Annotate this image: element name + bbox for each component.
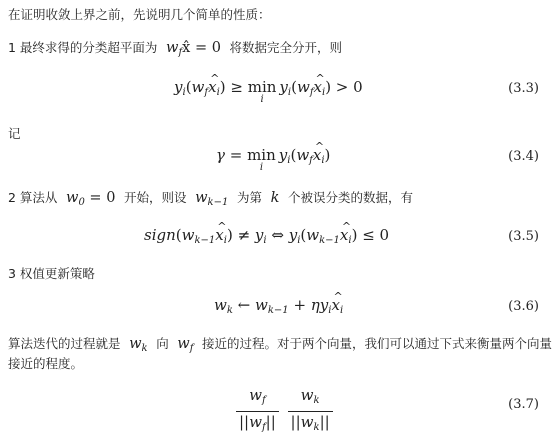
item-1-math: $w_fx̂ = 0$ <box>166 40 221 58</box>
equation-number-3-6: (3.6) <box>508 299 539 314</box>
item-3-text: 3 权值更新策略 <box>8 266 95 281</box>
item-2-text: 2 算法从 $w_0 = 0$ 开始，则设 $w_{k-1}$ 为第 k 个被误分类的数据，有 <box>8 190 413 208</box>
item-4-text: 算法迭代的过程就是 $w_k$ 向 $w_f$ 接近的过程。对于两个向量，我们可以通过下式来衡量两个向量 <box>8 336 553 354</box>
equation-number-3-5: (3.5) <box>508 229 539 244</box>
item-1-prefix: 1 最终求得的分类超平面为 <box>8 40 158 55</box>
item-4-math-wk: $w_k$ <box>129 336 148 354</box>
equation-3-6: $w_k$ ← $w_{k-1} + \eta y_ix$ $\^{}_i$ <box>214 296 343 320</box>
item-2-math-wk1: $w_{k-1}$ <box>195 190 229 208</box>
equation-number-3-3: (3.3) <box>508 81 539 96</box>
item-4-math-wf: $w_f$ <box>177 336 194 354</box>
equation-number-3-4: (3.4) <box>508 149 539 164</box>
intro-text: 在证明收敛上界之前，先说明几个简单的性质： <box>8 7 271 22</box>
equation-number-3-7: (3.7) <box>508 397 539 412</box>
equation-3-5: $sign(w_{k-1}x$ $\^{}_i) \ne y_i$ ⇔ $y_i(w_{k-1}x$ $\^{}_i) \le 0$ <box>144 226 389 250</box>
item-2-math-w0: $w_0 = 0$ <box>66 190 116 208</box>
item-2-math-k: k <box>270 190 280 206</box>
item-1-suffix: 将数据完全分开，则 <box>229 40 343 55</box>
equation-3-3: $y_i(w_fx$ $\^{}_i) \ge \min$ i $y_i(w_fx$ $\^{}_i) > 0$ <box>174 78 363 104</box>
equation-3-4: γ = min i $y_i(w_fx$ $\^{}_i$) <box>216 146 330 172</box>
item-1-text <box>8 40 342 61</box>
item-4-text-line2: 接近的程度。 <box>8 356 84 371</box>
ji-text: 记 <box>8 126 21 141</box>
equation-3-7: $\frac{w_f}{||w_f||}$ $\frac{w_k}{||w_k||}$ <box>234 386 335 437</box>
